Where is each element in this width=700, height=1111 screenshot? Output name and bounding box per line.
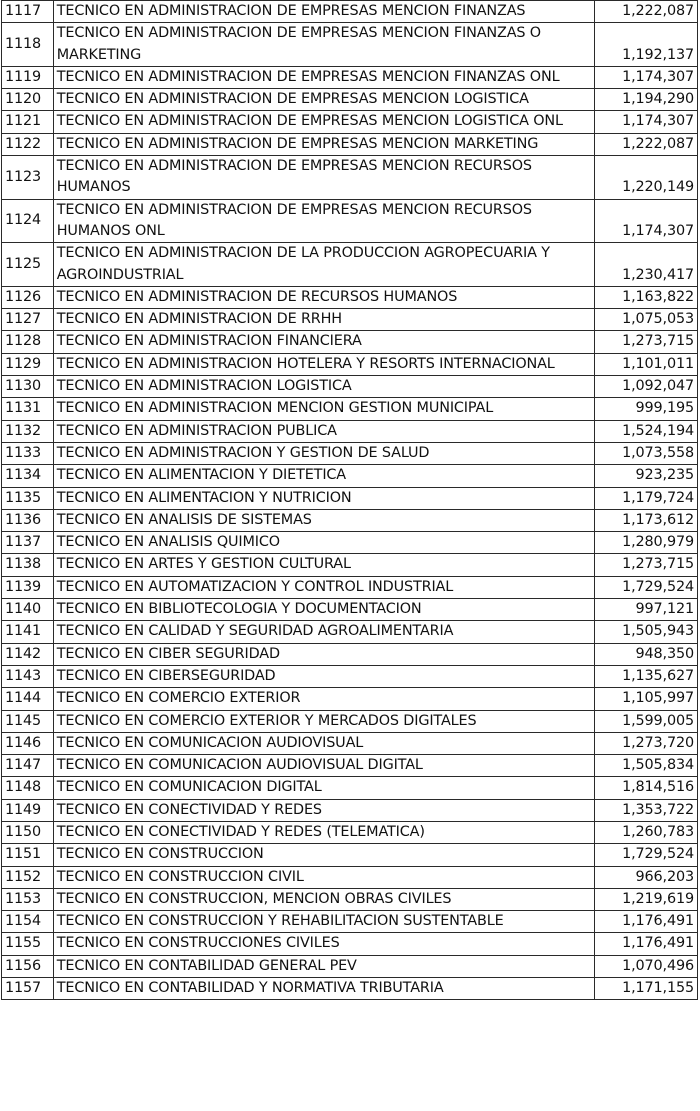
career-name: TECNICO EN ADMINISTRACION DE EMPRESAS MENCION MARKETING	[53, 133, 594, 155]
amount-value: 997,121	[594, 599, 698, 621]
row-number: 1152	[2, 866, 54, 888]
row-number: 1122	[2, 133, 54, 155]
amount-value: 1,230,417	[594, 243, 698, 287]
table-row	[2, 732, 698, 754]
career-name: TECNICO EN CONTABILIDAD Y NORMATIVA TRIBUTARIA	[53, 978, 594, 1000]
row-number: 1133	[2, 442, 54, 464]
career-name: TECNICO EN CIBERSEGURIDAD	[53, 665, 594, 687]
amount-value: 1,163,822	[594, 286, 698, 308]
career-name: TECNICO EN ADMINISTRACION DE RRHH	[53, 309, 594, 331]
table-row	[2, 376, 698, 398]
row-number: 1156	[2, 955, 54, 977]
career-name: TECNICO EN COMERCIO EXTERIOR	[53, 688, 594, 710]
table-row	[2, 331, 698, 353]
table-row	[2, 554, 698, 576]
row-number: 1124	[2, 199, 54, 243]
amount-value: 923,235	[594, 465, 698, 487]
career-name: TECNICO EN ADMINISTRACION DE LA PRODUCCION AGROPECUARIA Y AGROINDUSTRIAL	[53, 243, 594, 287]
career-name: TECNICO EN COMUNICACION DIGITAL	[53, 777, 594, 799]
table-row	[2, 89, 698, 111]
table-row	[2, 487, 698, 509]
row-number: 1148	[2, 777, 54, 799]
career-name: TECNICO EN CONECTIVIDAD Y REDES	[53, 799, 594, 821]
row-number: 1136	[2, 509, 54, 531]
table-row	[2, 243, 698, 287]
amount-value: 1,505,834	[594, 755, 698, 777]
amount-value: 1,273,715	[594, 554, 698, 576]
career-name: TECNICO EN COMUNICACION AUDIOVISUAL DIGITAL	[53, 755, 594, 777]
table-row	[2, 665, 698, 687]
career-name: TECNICO EN BIBLIOTECOLOGIA Y DOCUMENTACION	[53, 599, 594, 621]
career-name: TECNICO EN ADMINISTRACION DE EMPRESAS MENCION RECURSOS HUMANOS	[53, 156, 594, 200]
amount-value: 1,729,524	[594, 576, 698, 598]
career-name: TECNICO EN ALIMENTACION Y NUTRICION	[53, 487, 594, 509]
career-name: TECNICO EN ADMINISTRACION LOGISTICA	[53, 376, 594, 398]
table-row	[2, 777, 698, 799]
table-row	[2, 599, 698, 621]
amount-value: 1,092,047	[594, 376, 698, 398]
table-row	[2, 465, 698, 487]
row-number: 1128	[2, 331, 54, 353]
row-number: 1146	[2, 732, 54, 754]
row-number: 1117	[2, 1, 54, 23]
career-name: TECNICO EN CONSTRUCCION CIVIL	[53, 866, 594, 888]
row-number: 1137	[2, 532, 54, 554]
row-number: 1142	[2, 643, 54, 665]
career-name: TECNICO EN COMERCIO EXTERIOR Y MERCADOS DIGITALES	[53, 710, 594, 732]
career-name: TECNICO EN CONSTRUCCION Y REHABILITACION SUSTENTABLE	[53, 911, 594, 933]
table-row	[2, 442, 698, 464]
amount-value: 1,135,627	[594, 665, 698, 687]
amount-value: 1,814,516	[594, 777, 698, 799]
amount-value: 1,176,491	[594, 933, 698, 955]
row-number: 1154	[2, 911, 54, 933]
table-row	[2, 955, 698, 977]
career-name: TECNICO EN CALIDAD Y SEGURIDAD AGROALIMENTARIA	[53, 621, 594, 643]
career-name: TECNICO EN CONECTIVIDAD Y REDES (TELEMATICA)	[53, 821, 594, 843]
row-number: 1134	[2, 465, 54, 487]
table-row	[2, 844, 698, 866]
career-name: TECNICO EN ADMINISTRACION DE EMPRESAS MENCION FINANZAS ONL	[53, 66, 594, 88]
table-row	[2, 133, 698, 155]
row-number: 1145	[2, 710, 54, 732]
career-name: TECNICO EN CIBER SEGURIDAD	[53, 643, 594, 665]
career-name: TECNICO EN ADMINISTRACION DE EMPRESAS MENCION FINANZAS O MARKETING	[53, 23, 594, 67]
career-name: TECNICO EN ANALISIS QUIMICO	[53, 532, 594, 554]
amount-value: 1,073,558	[594, 442, 698, 464]
row-number: 1127	[2, 309, 54, 331]
table-body	[2, 1, 698, 1000]
career-name: TECNICO EN ARTES Y GESTION CULTURAL	[53, 554, 594, 576]
career-name: TECNICO EN CONSTRUCCION, MENCION OBRAS CIVILES	[53, 888, 594, 910]
career-name: TECNICO EN CONTABILIDAD GENERAL PEV	[53, 955, 594, 977]
career-name: TECNICO EN ADMINISTRACION DE RECURSOS HUMANOS	[53, 286, 594, 308]
amount-value: 966,203	[594, 866, 698, 888]
amount-value: 1,273,715	[594, 331, 698, 353]
table-row	[2, 688, 698, 710]
table-row	[2, 23, 698, 67]
table-row	[2, 509, 698, 531]
amount-value: 1,174,307	[594, 66, 698, 88]
amount-value: 1,505,943	[594, 621, 698, 643]
amount-value: 1,179,724	[594, 487, 698, 509]
career-name: TECNICO EN ANALISIS DE SISTEMAS	[53, 509, 594, 531]
amount-value: 1,220,149	[594, 156, 698, 200]
career-name: TECNICO EN ALIMENTACION Y DIETETICA	[53, 465, 594, 487]
table-row	[2, 821, 698, 843]
table-row	[2, 643, 698, 665]
row-number: 1135	[2, 487, 54, 509]
row-number: 1121	[2, 111, 54, 133]
row-number: 1126	[2, 286, 54, 308]
row-number: 1155	[2, 933, 54, 955]
table-row	[2, 911, 698, 933]
table-row	[2, 309, 698, 331]
amount-value: 1,171,155	[594, 978, 698, 1000]
amount-value: 1,174,307	[594, 111, 698, 133]
amount-value: 1,729,524	[594, 844, 698, 866]
table-row	[2, 1, 698, 23]
amount-value: 1,176,491	[594, 911, 698, 933]
amount-value: 1,222,087	[594, 133, 698, 155]
row-number: 1130	[2, 376, 54, 398]
amount-value: 1,524,194	[594, 420, 698, 442]
table-row	[2, 710, 698, 732]
amount-value: 1,222,087	[594, 1, 698, 23]
row-number: 1149	[2, 799, 54, 821]
row-number: 1151	[2, 844, 54, 866]
row-number: 1132	[2, 420, 54, 442]
amount-value: 1,101,011	[594, 353, 698, 375]
row-number: 1123	[2, 156, 54, 200]
table-row	[2, 576, 698, 598]
row-number: 1131	[2, 398, 54, 420]
row-number: 1119	[2, 66, 54, 88]
row-number: 1147	[2, 755, 54, 777]
row-number: 1153	[2, 888, 54, 910]
career-name: TECNICO EN ADMINISTRACION FINANCIERA	[53, 331, 594, 353]
table-row	[2, 888, 698, 910]
amount-value: 1,219,619	[594, 888, 698, 910]
amount-value: 1,075,053	[594, 309, 698, 331]
career-name: TECNICO EN COMUNICACION AUDIOVISUAL	[53, 732, 594, 754]
table-row	[2, 621, 698, 643]
row-number: 1144	[2, 688, 54, 710]
table-row	[2, 978, 698, 1000]
career-name: TECNICO EN ADMINISTRACION DE EMPRESAS MENCION LOGISTICA	[53, 89, 594, 111]
career-name: TECNICO EN ADMINISTRACION MENCION GESTION MUNICIPAL	[53, 398, 594, 420]
amount-value: 1,192,137	[594, 23, 698, 67]
table-row	[2, 156, 698, 200]
table-row	[2, 353, 698, 375]
row-number: 1139	[2, 576, 54, 598]
table-row	[2, 420, 698, 442]
career-amount-table	[1, 0, 698, 1000]
amount-value: 999,195	[594, 398, 698, 420]
table-row	[2, 866, 698, 888]
table-row	[2, 398, 698, 420]
amount-value: 948,350	[594, 643, 698, 665]
row-number: 1118	[2, 23, 54, 67]
row-number: 1120	[2, 89, 54, 111]
table-row	[2, 755, 698, 777]
amount-value: 1,280,979	[594, 532, 698, 554]
career-name: TECNICO EN CONSTRUCCIONES CIVILES	[53, 933, 594, 955]
row-number: 1129	[2, 353, 54, 375]
career-name: TECNICO EN AUTOMATIZACION Y CONTROL INDUSTRIAL	[53, 576, 594, 598]
career-name: TECNICO EN ADMINISTRACION DE EMPRESAS MENCION FINANZAS	[53, 1, 594, 23]
row-number: 1125	[2, 243, 54, 287]
career-name: TECNICO EN ADMINISTRACION HOTELERA Y RESORTS INTERNACIONAL	[53, 353, 594, 375]
amount-value: 1,105,997	[594, 688, 698, 710]
table-row	[2, 532, 698, 554]
row-number: 1141	[2, 621, 54, 643]
table-row	[2, 66, 698, 88]
amount-value: 1,599,005	[594, 710, 698, 732]
row-number: 1150	[2, 821, 54, 843]
table-row	[2, 199, 698, 243]
amount-value: 1,260,783	[594, 821, 698, 843]
amount-value: 1,173,612	[594, 509, 698, 531]
amount-value: 1,194,290	[594, 89, 698, 111]
amount-value: 1,174,307	[594, 199, 698, 243]
table-row	[2, 799, 698, 821]
amount-value: 1,070,496	[594, 955, 698, 977]
career-name: TECNICO EN CONSTRUCCION	[53, 844, 594, 866]
career-name: TECNICO EN ADMINISTRACION Y GESTION DE SALUD	[53, 442, 594, 464]
amount-value: 1,273,720	[594, 732, 698, 754]
career-name: TECNICO EN ADMINISTRACION DE EMPRESAS MENCION RECURSOS HUMANOS ONL	[53, 199, 594, 243]
table-row	[2, 111, 698, 133]
row-number: 1140	[2, 599, 54, 621]
career-name: TECNICO EN ADMINISTRACION DE EMPRESAS MENCION LOGISTICA ONL	[53, 111, 594, 133]
table-row	[2, 933, 698, 955]
row-number: 1138	[2, 554, 54, 576]
row-number: 1157	[2, 978, 54, 1000]
amount-value: 1,353,722	[594, 799, 698, 821]
row-number: 1143	[2, 665, 54, 687]
career-name: TECNICO EN ADMINISTRACION PUBLICA	[53, 420, 594, 442]
table-row	[2, 286, 698, 308]
